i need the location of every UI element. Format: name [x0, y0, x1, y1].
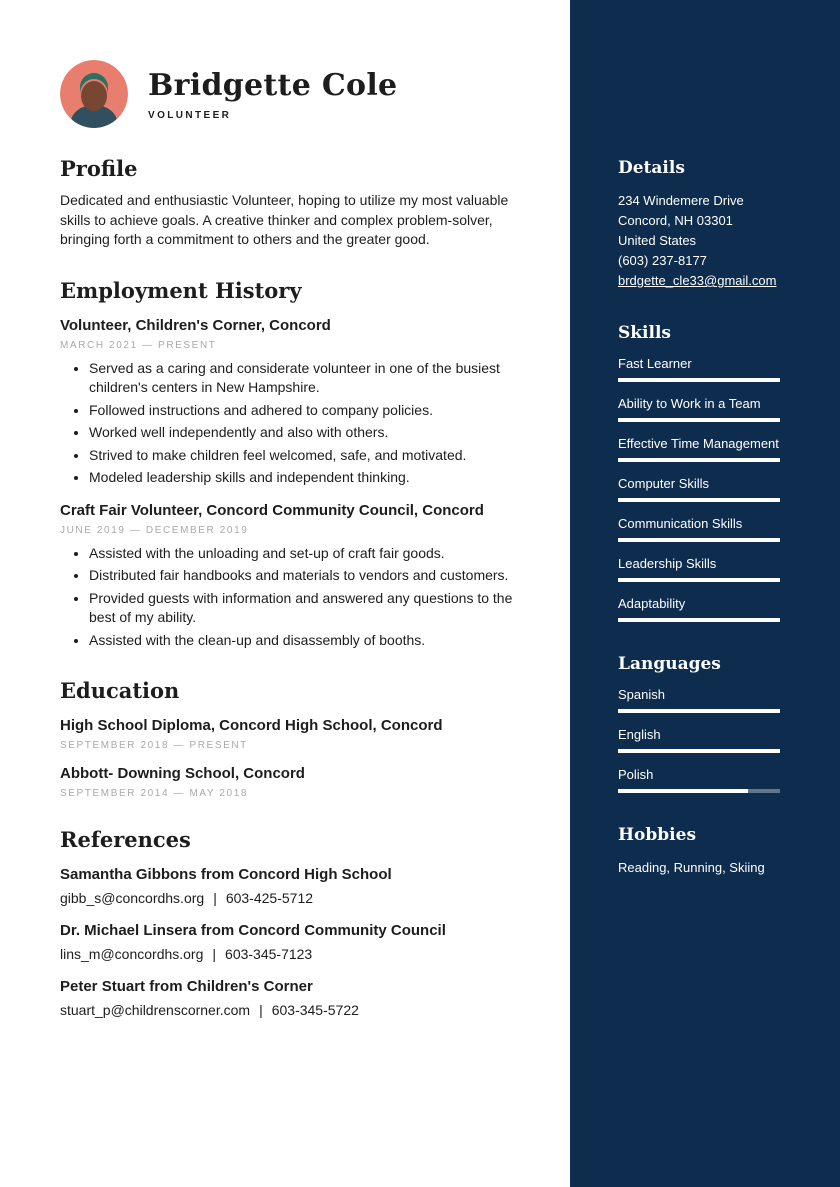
language-bar-track	[618, 709, 780, 713]
sidebar-skills	[618, 323, 780, 622]
sidebar-details	[618, 158, 780, 291]
skill-item	[618, 516, 780, 542]
reference-email: gibb_s@concordhs.org	[60, 890, 205, 906]
employment-heading: Employment History	[60, 277, 302, 303]
skill-bar-track	[618, 578, 780, 582]
skill-label: Communication Skills	[618, 516, 743, 531]
skill-item	[618, 436, 780, 462]
profile-text: Dedicated and enthusiastic Volunteer, hoping to utilize my most valuable skills to achieve goals. A creative thinker and complex problem-solver, bringing forth a commitment to others and the greater good.	[60, 192, 509, 247]
language-bar-fill	[618, 749, 780, 753]
header-text	[148, 68, 397, 121]
job-bullet: • Distributed fair handbooks and materials to vendors and customers.	[89, 566, 530, 586]
person-job-title: VOLUNTEER	[148, 109, 232, 121]
skill-bar-fill	[618, 458, 780, 462]
skill-item	[618, 396, 780, 422]
detail-line: United States	[618, 233, 697, 248]
skill-label: Adaptability	[618, 596, 686, 611]
hobbies-heading: Hobbies	[618, 825, 697, 845]
reference-contact	[60, 945, 530, 964]
job-bullet: • Worked well independently and also with others.	[89, 423, 530, 443]
reference-phone: 603-345-7123	[225, 946, 313, 962]
language-label: Polish	[618, 767, 654, 782]
skill-bar-track	[618, 418, 780, 422]
reference-phone: 603-425-5712	[225, 890, 314, 906]
contact-separator: |	[213, 890, 217, 906]
details-lines	[618, 191, 780, 271]
references-heading: References	[60, 827, 191, 852]
job-bullets	[60, 544, 530, 651]
details-heading: Details	[618, 158, 685, 178]
section-employment	[60, 278, 530, 651]
skill-item	[618, 556, 780, 582]
skill-bar-fill	[618, 538, 780, 542]
skill-label: Computer Skills	[618, 476, 710, 491]
language-item	[618, 727, 780, 753]
reference-contact	[60, 889, 530, 908]
language-bar-track	[618, 749, 780, 753]
skill-label: Ability to Work in a Team	[618, 396, 761, 411]
skill-bar-track	[618, 538, 780, 542]
detail-line: (603) 237-8177	[618, 253, 707, 268]
education-entry	[60, 717, 530, 751]
sidebar-languages	[618, 654, 780, 793]
person-name: Bridgette Cole	[148, 67, 398, 103]
job-dates: MARCH 2021 — PRESENT	[60, 339, 217, 351]
languages-heading: Languages	[618, 654, 721, 674]
skill-bar-fill	[618, 498, 780, 502]
job-bullet: • Followed instructions and adhered to company policies.	[89, 401, 530, 421]
section-education	[60, 678, 530, 799]
language-label: English	[618, 727, 661, 742]
skill-bar-fill	[618, 578, 780, 582]
avatar	[60, 60, 128, 128]
skill-bar-fill	[618, 418, 780, 422]
reference-entry	[60, 978, 530, 1020]
language-bar-fill	[618, 709, 780, 713]
job-bullet: • Assisted with the unloading and set-up of craft fair goods.	[89, 544, 530, 564]
job-bullets	[60, 359, 530, 488]
language-bar-track	[618, 789, 780, 793]
reference-entry	[60, 922, 530, 964]
reference-email: lins_m@concordhs.org	[60, 946, 204, 962]
skill-label: Fast Learner	[618, 356, 692, 371]
education-dates: SEPTEMBER 2014 — MAY 2018	[60, 788, 249, 799]
reference-name: Peter Stuart from Children's Corner	[60, 978, 313, 995]
reference-entry	[60, 866, 530, 908]
section-profile	[60, 156, 530, 250]
job-bullet: • Provided guests with information and answered any questions to the best of my ability.	[89, 589, 530, 628]
avatar-photo-placeholder	[60, 60, 128, 128]
language-bar-fill	[618, 789, 748, 793]
reference-phone: 603-345-5722	[271, 1002, 359, 1018]
languages-list	[618, 687, 780, 793]
skill-item	[618, 596, 780, 622]
education-entry	[60, 765, 530, 799]
header	[60, 60, 530, 128]
education-dates: SEPTEMBER 2018 — PRESENT	[60, 740, 248, 751]
job-title: Craft Fair Volunteer, Concord Community Council, Concord	[60, 501, 484, 519]
reference-name: Dr. Michael Linsera from Concord Community Council	[60, 922, 446, 939]
language-item	[618, 687, 780, 713]
job-bullet: • Modeled leadership skills and independent thinking.	[89, 468, 530, 488]
skill-bar-track	[618, 618, 780, 622]
contact-separator: |	[259, 1002, 263, 1018]
reference-name: Samantha Gibbons from Concord High School	[60, 866, 392, 883]
skill-bar-fill	[618, 378, 780, 382]
language-label: Spanish	[618, 687, 665, 702]
skills-list	[618, 356, 780, 622]
profile-heading: Profile	[60, 156, 138, 181]
education-list	[60, 717, 530, 799]
job-bullet: • Served as a caring and considerate volunteer in one of the busiest children's centers in New Hampshire.	[89, 359, 530, 398]
sidebar	[570, 0, 840, 1187]
skill-bar-track	[618, 458, 780, 462]
job-bullet: • Strived to make children feel welcomed, safe, and motivated.	[89, 446, 530, 466]
reference-contact	[60, 1001, 530, 1020]
skill-bar-fill	[618, 618, 780, 622]
sidebar-hobbies	[618, 825, 780, 877]
email-link[interactable]: brdgette_cle33@gmail.com	[618, 273, 777, 288]
skill-item	[618, 476, 780, 502]
job-bullet: • Assisted with the clean-up and disassembly of booths.	[89, 631, 530, 651]
job-title: Volunteer, Children's Corner, Concord	[60, 316, 331, 334]
job-dates: JUNE 2019 — DECEMBER 2019	[60, 524, 249, 536]
job-entry	[60, 317, 530, 488]
job-entry	[60, 502, 530, 651]
language-item	[618, 767, 780, 793]
hobbies-text: Reading, Running, Skiing	[618, 860, 765, 875]
reference-email: stuart_p@childrenscorner.com	[60, 1002, 251, 1018]
contact-separator: |	[212, 946, 217, 962]
detail-line: 234 Windemere Drive	[618, 193, 744, 208]
education-heading: Education	[60, 678, 180, 703]
references-list	[60, 866, 530, 1020]
skill-item	[618, 356, 780, 382]
skills-heading: Skills	[618, 323, 672, 343]
education-title: Abbott- Downing School, Concord	[60, 765, 305, 782]
detail-line: Concord, NH 03301	[618, 213, 733, 228]
education-title: High School Diploma, Concord High School, Concord	[60, 717, 443, 734]
skill-label: Effective Time Management	[618, 436, 779, 451]
skill-label: Leadership Skills	[618, 556, 717, 571]
skill-bar-track	[618, 498, 780, 502]
section-references	[60, 827, 530, 1020]
skill-bar-track	[618, 378, 780, 382]
